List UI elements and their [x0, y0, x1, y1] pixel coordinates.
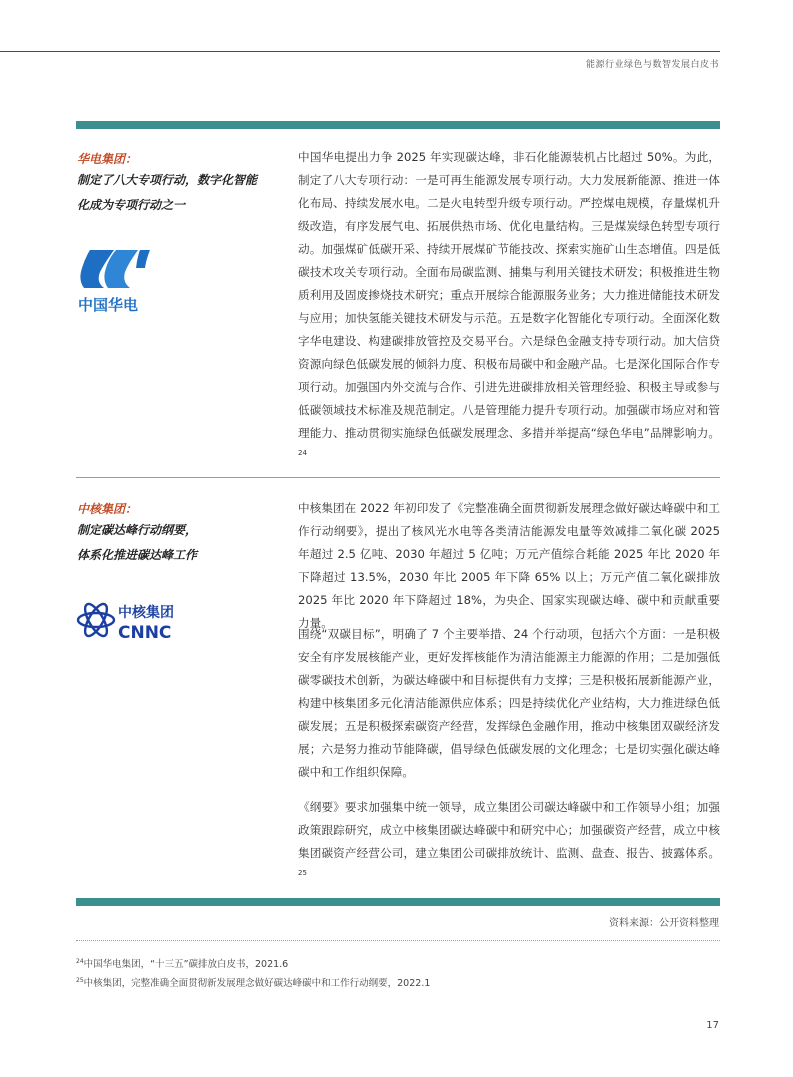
huadian-body-text: 中国华电提出力争 2025 年实现碳达峰，非石化能源装机占比超过 50%。为此，制定了八大专项行动：一是可再生能源发展专项行动。大力发展新能源、推进一体化布局、持续发展水电。二是火电转型升级专项行动。严控煤电规模，存量煤机升级改造，有序发展气电、拓展供热市场、优化电量结构。三是煤炭绿色转型专项行动。加强煤矿低碳开采、持续开展煤矿节能技改、探索实施矿山生态增值。四是低碳技术攻关专项行动。全面布局碳监测、捕集与利用关键技术研发；积极推进生物质利用及固废掺烧技术研究；重点开展综合能源服务业务；大力推进储能技术研发与应用；加快氢能关键技术研发与示范。五是数字化智能化专项行动。全面深化数字华电建设、构建碳排放管控及交易平台。六是绿色金融支持专项行动。加大信贷资源向绿色低碳发展的倾斜力度、积极布局碳中和金融产品。七是深化国际合作专项行动。加强国内外交流与合作、引进先进碳排放相关管理经验、积极主导或参与低碳领域技术标准及规范制定。八是管理能力提升专项行动。加强碳市场应对和管理能力、推动贯彻实施绿色低碳发展理念、多措并举提高“绿色华电”品牌影响力。 — [298, 150, 720, 440]
footnote-number: 25 — [76, 976, 84, 984]
cnnc-subtitle-line2: 体系化推进碳达峰工作 — [77, 548, 198, 562]
huadian-body — [298, 146, 720, 468]
footnote-text: 中核集团，完整准确全面贯彻新发展理念做好碳达峰碳中和工作行动纲要，2022.1 — [83, 978, 431, 989]
cnnc-org-name: 中核集团： — [77, 502, 138, 516]
cnnc-para3-text: 《纲要》要求加强集中统一领导，成立集团公司碳达峰碳中和工作领导小组；加强政策跟踪研究，成立中核集团碳达峰碳中和研究中心；加强碳资产经营，成立中核集团碳资产经营公司，建立集团公司碳排放统计、监测、盘查、报告、披露体系。 — [298, 800, 720, 860]
cnnc-logo — [76, 596, 198, 644]
huadian-subtitle-line2: 化成为专项行动之一 — [77, 198, 186, 212]
running-header: 能源行业绿色与数智发展白皮书 — [585, 60, 719, 70]
footnote-text: 中国华电集团，“十三五”碳排放白皮书，2021.6 — [83, 959, 289, 970]
page-number: 17 — [706, 1020, 719, 1031]
huadian-logo-mark — [80, 250, 150, 288]
huadian-logo-text: 中国华电 — [78, 296, 139, 314]
footnote-25 — [76, 975, 430, 989]
section-bottom-bar — [76, 898, 720, 906]
footnote-divider — [76, 940, 720, 941]
atom-icon — [78, 601, 114, 639]
cnnc-para2: 围绕“双碳目标”，明确了 7 个主要举措、24 个行动项，包括六个方面：一是积极安全有序发展核能产业，更好发挥核能作为清洁能源主力能源的作用；二是加强低碳零碳技术创新，为碳达峰碳中和目标提供有力支撑；三是积极拓展新能源产业，构建中核集团多元化清洁能源供应体系；四是持续优化产业结构，大力推进绿色低碳发展；五是积极探索碳资产经营，发挥绿色金融作用，推动中核集团双碳经济发展；六是努力推动节能降碳，倡导绿色低碳发展的文化理念；七是切实强化碳达峰碳中和工作组织保障。 — [298, 627, 720, 779]
cnnc-subtitle — [77, 518, 197, 568]
huadian-org-name: 华电集团： — [77, 152, 138, 166]
section-divider — [76, 477, 720, 478]
huadian-footnote-ref: 24 — [298, 449, 307, 458]
cnnc-para3 — [298, 796, 720, 888]
cnnc-para1: 中核集团在 2022 年初印发了《完整准确全面贯彻新发展理念做好碳达峰碳中和工作行动纲要》，提出了核风光水电等各类清洁能源发电量等效减排二氧化碳 2025 年超过 2.5 亿吨、2030 年超过 5 亿吨；万元产值综合耗能 2025 年比 2020 年下降超过 13.5%，2030 年比 2005 年下降 65% 以上；万元产值二氧化碳排放 2025 年比 2020 年下降超过 18%，为央企、国家实现碳达峰、碳中和贡献重要力量。 — [298, 501, 720, 630]
footnote-24 — [76, 956, 288, 970]
cnnc-subtitle-line1: 制定碳达峰行动纲要， — [77, 523, 198, 537]
footnote-number: 24 — [76, 957, 84, 965]
huadian-subtitle — [77, 168, 257, 218]
huadian-subtitle-line1: 制定了八大专项行动，数字化智能 — [77, 173, 258, 187]
cnnc-logo-text-en: CNNC — [118, 623, 172, 643]
section-top-bar — [76, 121, 720, 129]
cnnc-logo-text-cn: 中核集团 — [118, 605, 174, 621]
huadian-logo — [76, 248, 160, 316]
source-note: 资料来源：公开资料整理 — [609, 918, 719, 929]
header-rule — [0, 51, 720, 52]
cnnc-footnote-ref: 25 — [298, 869, 307, 878]
